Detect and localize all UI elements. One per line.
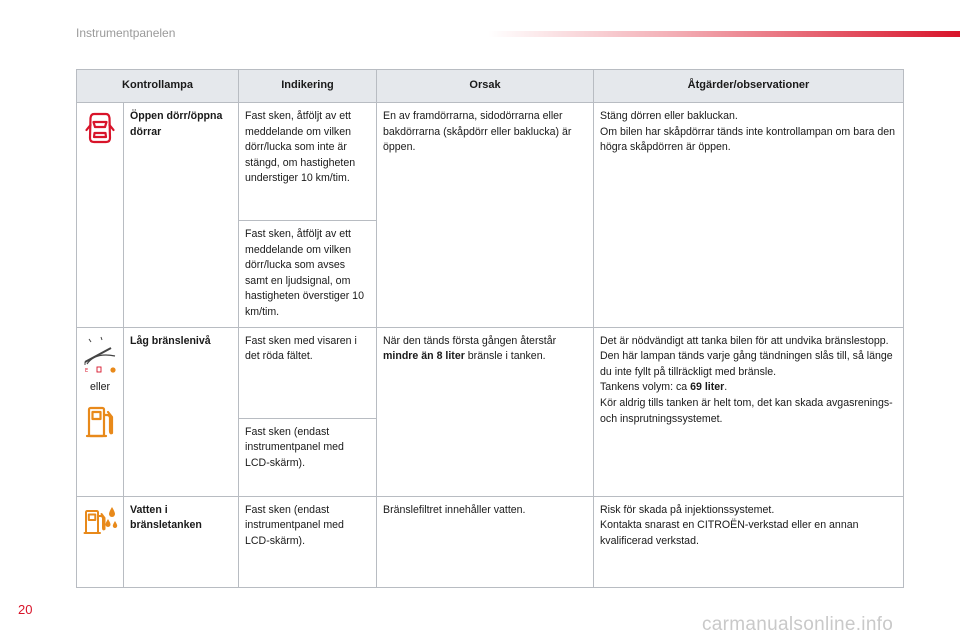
table-row (77, 496, 904, 587)
cause-bold: mindre än 8 liter (383, 350, 465, 363)
cause-text: bränsle i tanken. (464, 350, 546, 363)
header-accent-rule (488, 31, 960, 37)
lamp-name: Vatten i bränsletanken (124, 496, 239, 587)
action-line: Det är nödvändigt att tanka bilen för att undvika bränslestopp. (600, 334, 889, 347)
page-number: 20 (18, 602, 33, 617)
column-header-kontrollampa: Kontrollampa (77, 70, 239, 103)
lamp-icon-cell (77, 103, 124, 328)
action-line: Kör aldrig tills tanken är helt tom, det kan skada avgasrenings- och insprutningssystemet. (600, 396, 893, 425)
table-row (77, 327, 904, 418)
indication-cell: Fast sken, åtföljt av ett meddelande om vilken dörr/lucka som inte är stängd, om hastigheten understiger 10 km/tim. (239, 103, 377, 221)
water-in-fuel-icon (83, 505, 119, 537)
action-line: Om bilen har skåpdörrar tänds inte kontrollampan om bara den högra skåpdörren är öppen. (600, 125, 896, 154)
cause-cell: En av framdörrarna, sidodörrarna eller bakdörrarna (skåpdörr eller baklucka) är öppen. (377, 103, 594, 328)
indication-cell: Fast sken med visaren i det röda fältet. (239, 327, 377, 418)
fuel-pump-icon (85, 405, 115, 439)
indication-cell: Fast sken (endast instrumentpanel med LCD-skärm). (239, 418, 377, 496)
column-header-atgarder: Åtgärder/observationer (594, 70, 904, 103)
action-line: Risk för skada på injektionssystemet. (600, 503, 775, 516)
indication-cell: Fast sken (endast instrumentpanel med LCD-skärm). (239, 496, 377, 587)
indication-cell: Fast sken, åtföljt av ett meddelande om vilken dörr/lucka som avses samt en ljudsignal, om hastigheten överstiger 10 km/tim. (239, 221, 377, 328)
column-header-indikering: Indikering (239, 70, 377, 103)
cause-cell (377, 327, 594, 496)
action-line: Kontakta snarast en CITROËN-verkstad eller en annan kvalificerad verkstad. (600, 519, 859, 547)
open-door-warning-icon (85, 111, 115, 145)
action-text: . (724, 381, 728, 394)
lamp-icon-cell (77, 327, 124, 496)
actions-cell (594, 327, 904, 496)
warning-lamp-table (76, 69, 904, 588)
action-text: Tankens volym: ca (600, 381, 691, 394)
action-line (600, 380, 897, 396)
column-header-orsak: Orsak (377, 70, 594, 103)
action-line: Den här lampan tänds varje gång tändningen slås till, så länge du inte fyllt på tillräckligt med bränsle. (600, 350, 893, 378)
svg-text:E: E (85, 367, 89, 374)
lamp-icon-cell (77, 496, 124, 587)
fuel-gauge-low-icon (81, 334, 119, 374)
or-label: eller (89, 380, 111, 393)
section-title: Instrumentpanelen (76, 26, 176, 40)
actions-cell (594, 496, 904, 587)
action-bold: 69 liter (690, 381, 725, 394)
lamp-name: Öppen dörr/öppna dörrar (124, 103, 239, 328)
watermark: carmanualsonline.info (702, 614, 894, 635)
cause-cell: Bränslefiltret innehåller vatten. (377, 496, 594, 587)
actions-cell (594, 103, 904, 328)
lamp-name: Låg bränslenivå (124, 327, 239, 496)
table-header-row (77, 70, 904, 103)
table-row (77, 103, 904, 221)
action-line: Stäng dörren eller bakluckan. (600, 110, 738, 122)
cause-text: När den tänds första gången återstår (383, 334, 557, 347)
